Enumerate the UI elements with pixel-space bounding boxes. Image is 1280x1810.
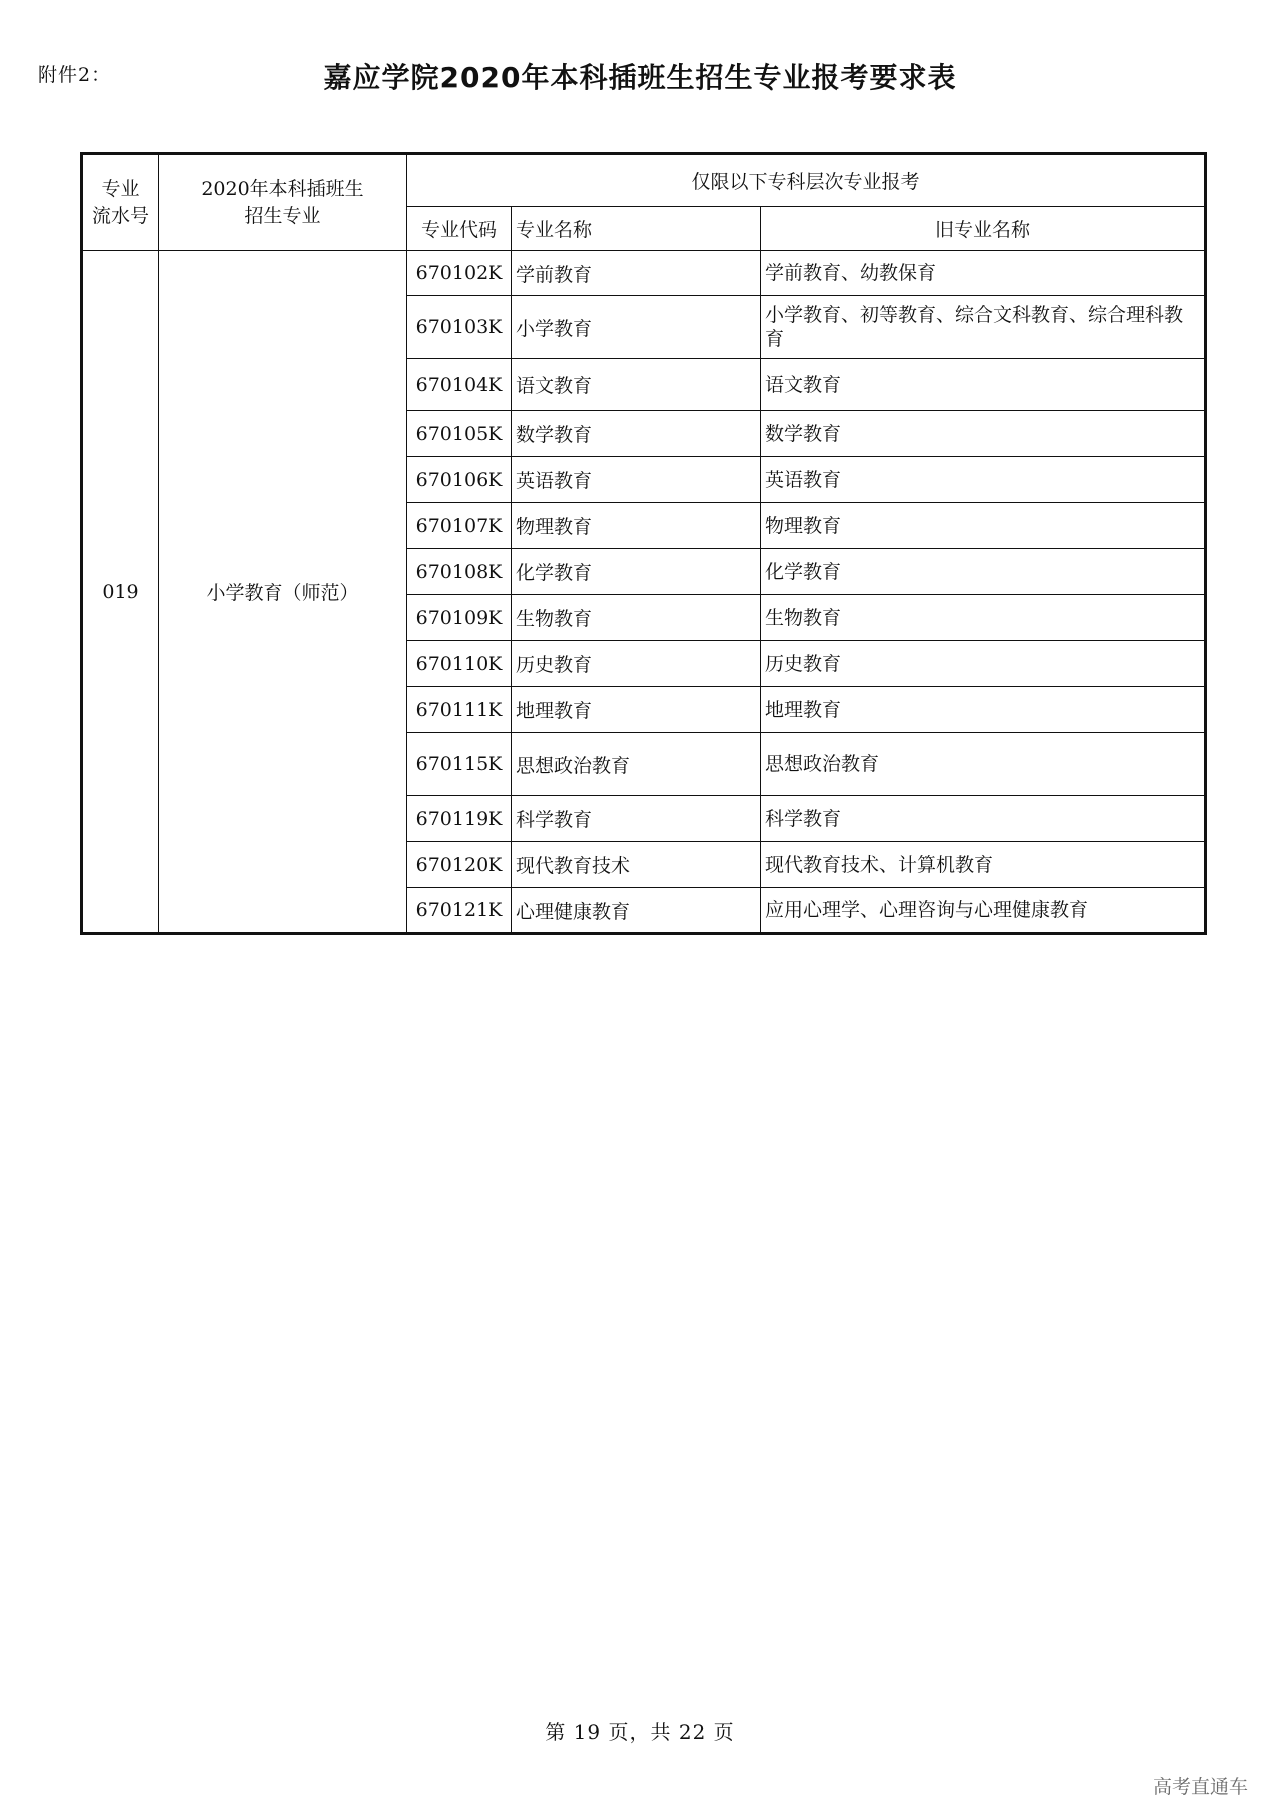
header-serial-line2: 流水号 (91, 204, 149, 227)
header-old-name: 旧专业名称 (761, 207, 1206, 251)
header-major (159, 154, 407, 251)
old-name-cell: 科学教育 (761, 796, 1206, 842)
old-name-cell: 思想政治教育 (761, 733, 1206, 796)
old-name-cell: 历史教育 (761, 641, 1206, 687)
code-cell: 670121K (407, 888, 512, 934)
old-name-cell: 现代教育技术、计算机教育 (761, 842, 1206, 888)
name-cell: 思想政治教育 (512, 733, 761, 796)
old-name-cell: 物理教育 (761, 503, 1206, 549)
old-name-cell: 地理教育 (761, 687, 1206, 733)
name-cell: 学前教育 (512, 251, 761, 296)
code-cell: 670107K (407, 503, 512, 549)
name-cell: 语文教育 (512, 359, 761, 411)
page-footer: 第 19 页，共 22 页 (545, 1720, 735, 1744)
name-cell: 生物教育 (512, 595, 761, 641)
code-cell: 670103K (407, 296, 512, 359)
name-cell: 现代教育技术 (512, 842, 761, 888)
code-cell: 670108K (407, 549, 512, 595)
header-major-line2: 招生专业 (244, 204, 321, 227)
name-cell: 历史教育 (512, 641, 761, 687)
code-cell: 670115K (407, 733, 512, 796)
code-cell: 670109K (407, 595, 512, 641)
old-name-cell: 化学教育 (761, 549, 1206, 595)
code-cell: 670105K (407, 411, 512, 457)
code-cell: 670102K (407, 251, 512, 296)
name-cell: 物理教育 (512, 503, 761, 549)
code-cell: 670106K (407, 457, 512, 503)
old-name-cell: 生物教育 (761, 595, 1206, 641)
document-title: 嘉应学院2020年本科插班生招生专业报考要求表 (323, 61, 957, 94)
code-cell: 670119K (407, 796, 512, 842)
header-code: 专业代码 (407, 207, 512, 251)
attachment-label: 附件2： (38, 64, 112, 86)
code-cell: 670110K (407, 641, 512, 687)
name-cell: 小学教育 (512, 296, 761, 359)
old-name-cell: 学前教育、幼教保育 (761, 251, 1206, 296)
header-serial-line1: 专业 (101, 177, 140, 200)
major-cell: 小学教育（师范） (159, 251, 407, 934)
code-cell: 670111K (407, 687, 512, 733)
name-cell: 心理健康教育 (512, 888, 761, 934)
requirements-table (80, 152, 1207, 935)
old-name-cell: 数学教育 (761, 411, 1206, 457)
old-name-cell: 小学教育、初等教育、综合文科教育、综合理科教育 (761, 296, 1206, 359)
watermark: 高考直通车 (1152, 1776, 1248, 1798)
header-restriction: 仅限以下专科层次专业报考 (407, 154, 1206, 207)
header-major-line1: 2020年本科插班生 (201, 177, 364, 200)
header-name: 专业名称 (512, 207, 761, 251)
name-cell: 科学教育 (512, 796, 761, 842)
header-serial (82, 154, 159, 251)
old-name-cell: 英语教育 (761, 457, 1206, 503)
name-cell: 地理教育 (512, 687, 761, 733)
table-row (82, 251, 1206, 296)
serial-cell: 019 (82, 251, 159, 934)
old-name-cell: 语文教育 (761, 359, 1206, 411)
name-cell: 数学教育 (512, 411, 761, 457)
code-cell: 670104K (407, 359, 512, 411)
name-cell: 英语教育 (512, 457, 761, 503)
table-body (82, 251, 1206, 934)
old-name-cell: 应用心理学、心理咨询与心理健康教育 (761, 888, 1206, 934)
code-cell: 670120K (407, 842, 512, 888)
name-cell: 化学教育 (512, 549, 761, 595)
